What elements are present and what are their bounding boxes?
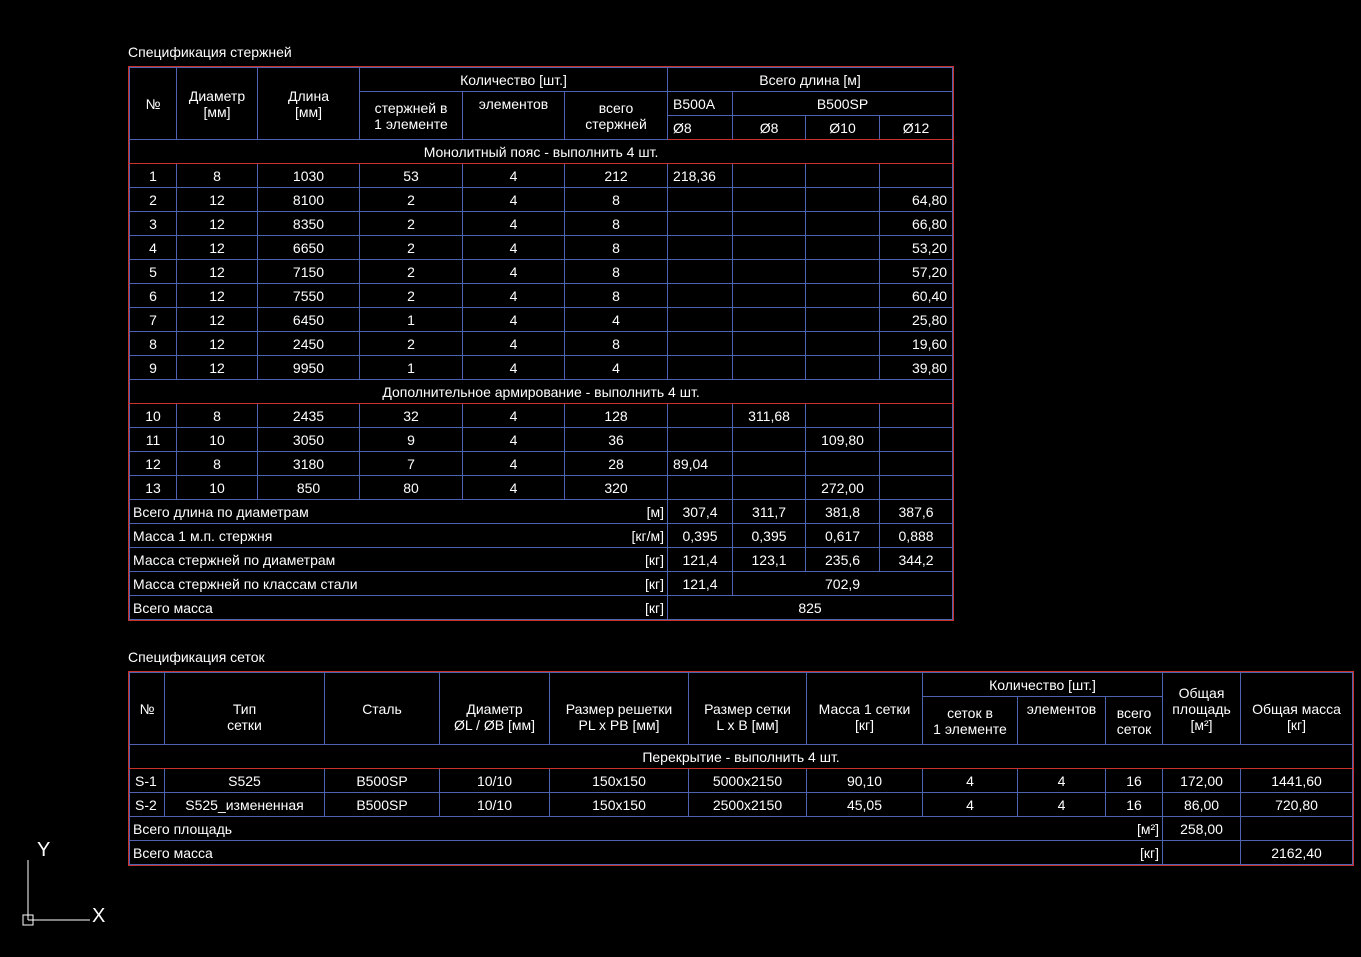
table-cell: 10 xyxy=(130,404,177,428)
table-cell: 25,80 xyxy=(880,308,953,332)
table-cell xyxy=(806,404,880,428)
table-cell: 4 xyxy=(463,332,565,356)
table-cell: 4 xyxy=(463,428,565,452)
table-cell: 12 xyxy=(177,284,258,308)
table-cell: 1030 xyxy=(258,164,360,188)
summary-value: 0,395 xyxy=(733,524,806,548)
table-cell: 7 xyxy=(130,308,177,332)
table-cell: 2 xyxy=(360,284,463,308)
summary-label: Всего масса xyxy=(133,844,213,861)
table-cell xyxy=(806,356,880,380)
summary-label-cell xyxy=(130,572,668,596)
table-cell xyxy=(806,260,880,284)
rods-section1-body xyxy=(130,164,953,380)
table-cell: 89,04 xyxy=(668,452,733,476)
table-cell: 4 xyxy=(923,793,1018,817)
header-quantity: Количество [шт.] xyxy=(360,68,668,92)
summary-unit: [кг] xyxy=(1140,844,1160,861)
table-cell: 1441,60 xyxy=(1241,769,1353,793)
section-title: Перекрытие - выполнить 4 шт. xyxy=(130,745,1353,769)
table-cell: S-1 xyxy=(130,769,165,793)
table-cell: 7 xyxy=(360,452,463,476)
summary-value: 123,1 xyxy=(733,548,806,572)
header-d12: Ø12 xyxy=(880,116,953,140)
table-cell: 10/10 xyxy=(440,793,550,817)
table-row xyxy=(130,769,1353,793)
header-mass: Общая масса [кг] xyxy=(1241,673,1353,745)
table-cell: 4 xyxy=(1018,769,1106,793)
table-cell: 2450 xyxy=(258,332,360,356)
summary-value: 121,4 xyxy=(668,548,733,572)
header-d8a: Ø8 xyxy=(668,116,733,140)
table-cell: 13 xyxy=(130,476,177,500)
table-cell: 3180 xyxy=(258,452,360,476)
table-cell: 4 xyxy=(463,452,565,476)
table-cell: 150x150 xyxy=(550,769,689,793)
table-row xyxy=(130,404,953,428)
section-row xyxy=(130,380,953,404)
header-class-sp: B500SP xyxy=(733,92,953,116)
table-cell: 212 xyxy=(565,164,668,188)
summary-unit: [кг] xyxy=(645,575,665,592)
table-cell: 4 xyxy=(1018,793,1106,817)
table-row xyxy=(130,260,953,284)
table-cell: 4 xyxy=(463,404,565,428)
summary-row xyxy=(130,817,1353,841)
table-cell: 2 xyxy=(360,188,463,212)
ucs-y-label: Y xyxy=(37,839,51,861)
table-cell xyxy=(880,404,953,428)
mesh-spec-title: Спецификация сеток xyxy=(128,649,265,665)
table-cell: S525_измененная xyxy=(165,793,325,817)
table-cell: 6450 xyxy=(258,308,360,332)
table-cell xyxy=(880,428,953,452)
table-cell: 8 xyxy=(130,332,177,356)
table-cell: 66,80 xyxy=(880,212,953,236)
table-cell xyxy=(880,164,953,188)
table-cell: 1 xyxy=(360,356,463,380)
table-cell xyxy=(733,308,806,332)
table-cell: 4 xyxy=(565,308,668,332)
table-cell: 1 xyxy=(360,308,463,332)
header-total-length: Всего длина [м] xyxy=(668,68,953,92)
table-cell: 12 xyxy=(177,188,258,212)
table-cell: 4 xyxy=(463,284,565,308)
table-cell: 172,00 xyxy=(1163,769,1241,793)
table-cell xyxy=(668,308,733,332)
table-cell: 272,00 xyxy=(806,476,880,500)
rods-spec-title: Спецификация стержней xyxy=(128,44,292,60)
summary-value: 387,6 xyxy=(880,500,953,524)
table-cell: 3050 xyxy=(258,428,360,452)
table-cell: 4 xyxy=(463,212,565,236)
summary-value: 235,6 xyxy=(806,548,880,572)
summary-label-cell xyxy=(130,500,668,524)
summary-row xyxy=(130,500,953,524)
table-cell: 12 xyxy=(177,260,258,284)
table-row xyxy=(130,452,953,476)
table-cell xyxy=(733,476,806,500)
table-cell xyxy=(806,284,880,308)
table-cell: 60,40 xyxy=(880,284,953,308)
header-size: Размер сетки L x B [мм] xyxy=(689,673,807,745)
rods-section2-body xyxy=(130,404,953,500)
header-d10: Ø10 xyxy=(806,116,880,140)
table-cell: 10 xyxy=(177,476,258,500)
table-cell: 9950 xyxy=(258,356,360,380)
header-q-elements: элементов xyxy=(1018,697,1106,745)
table-row xyxy=(130,308,953,332)
table-cell xyxy=(880,452,953,476)
table-cell: 850 xyxy=(258,476,360,500)
table-cell: 7150 xyxy=(258,260,360,284)
header-quantity: Количество [шт.] xyxy=(923,673,1163,697)
summary-label: Всего длина по диаметрам xyxy=(133,503,309,520)
summary-total: 825 xyxy=(668,596,953,620)
table-cell xyxy=(733,428,806,452)
table-row xyxy=(130,164,953,188)
summary-value: 381,8 xyxy=(806,500,880,524)
table-cell: 4 xyxy=(923,769,1018,793)
summary-unit: [м] xyxy=(646,503,665,520)
table-cell: 150x150 xyxy=(550,793,689,817)
table-cell: 28 xyxy=(565,452,668,476)
table-cell: 2 xyxy=(360,332,463,356)
table-cell: 8 xyxy=(177,452,258,476)
table-cell: 311,68 xyxy=(733,404,806,428)
table-cell: 53,20 xyxy=(880,236,953,260)
table-cell: 5 xyxy=(130,260,177,284)
rods-spec-table xyxy=(129,67,953,620)
header-d8: Ø8 xyxy=(733,116,806,140)
header-q-elements: элементов xyxy=(463,92,565,140)
header-diameter: Диаметр [мм] xyxy=(177,68,258,140)
table-cell: 2 xyxy=(360,260,463,284)
table-cell xyxy=(806,188,880,212)
header-q-total: всего стержней xyxy=(565,92,668,140)
table-cell xyxy=(806,452,880,476)
table-row xyxy=(130,793,1353,817)
table-cell: 53 xyxy=(360,164,463,188)
table-cell: 8 xyxy=(565,188,668,212)
table-cell: 4 xyxy=(463,476,565,500)
table-cell: B500SP xyxy=(325,769,440,793)
table-cell: 39,80 xyxy=(880,356,953,380)
table-row xyxy=(130,236,953,260)
table-row xyxy=(130,476,953,500)
table-cell: 12 xyxy=(177,332,258,356)
summary-label: Масса стержней по диаметрам xyxy=(133,551,336,568)
table-cell: S525 xyxy=(165,769,325,793)
summary-label: Масса стержней по классам стали xyxy=(133,575,358,592)
summary-value: 307,4 xyxy=(668,500,733,524)
table-cell: 2500x2150 xyxy=(689,793,807,817)
table-cell xyxy=(733,452,806,476)
table-cell: 218,36 xyxy=(668,164,733,188)
table-row xyxy=(130,284,953,308)
table-cell xyxy=(668,188,733,212)
table-cell: 64,80 xyxy=(880,188,953,212)
table-cell: 8 xyxy=(565,236,668,260)
summary-unit: [кг] xyxy=(645,599,665,616)
table-cell: 2 xyxy=(360,212,463,236)
table-cell: 16 xyxy=(1106,769,1163,793)
table-cell: 36 xyxy=(565,428,668,452)
section-row xyxy=(130,745,1353,769)
table-row xyxy=(130,356,953,380)
header-row xyxy=(130,68,953,92)
summary-value: 344,2 xyxy=(880,548,953,572)
table-cell: 11 xyxy=(130,428,177,452)
table-cell xyxy=(733,284,806,308)
table-cell: 8 xyxy=(177,164,258,188)
mesh-body xyxy=(130,769,1353,817)
table-cell: 45,05 xyxy=(807,793,923,817)
header-no: № xyxy=(130,68,177,140)
summary-unit: [м²] xyxy=(1136,820,1160,837)
table-cell xyxy=(668,428,733,452)
summary-value xyxy=(1241,817,1353,841)
section-title: Дополнительное армирование - выполнить 4 шт. xyxy=(130,380,953,404)
summary-row xyxy=(130,548,953,572)
table-cell: 8 xyxy=(177,404,258,428)
summary-label-cell xyxy=(130,548,668,572)
table-cell: 2 xyxy=(130,188,177,212)
table-cell xyxy=(733,356,806,380)
summary-value: 121,4 xyxy=(668,572,733,596)
summary-label-cell xyxy=(130,817,1163,841)
table-cell xyxy=(668,404,733,428)
table-cell xyxy=(880,476,953,500)
table-cell xyxy=(733,164,806,188)
table-cell xyxy=(668,332,733,356)
table-cell: 8 xyxy=(565,260,668,284)
table-cell xyxy=(668,260,733,284)
table-cell: 12 xyxy=(130,452,177,476)
summary-label-cell xyxy=(130,596,668,620)
summary-value: 702,9 xyxy=(733,572,953,596)
table-cell: 7550 xyxy=(258,284,360,308)
table-cell xyxy=(806,332,880,356)
section-row xyxy=(130,140,953,164)
summary-label-cell xyxy=(130,841,1163,865)
summary-row xyxy=(130,524,953,548)
table-cell: 4 xyxy=(130,236,177,260)
summary-row xyxy=(130,841,1353,865)
table-cell: 1 xyxy=(130,164,177,188)
ucs-x-label: X xyxy=(92,905,106,927)
summary-value: 311,7 xyxy=(733,500,806,524)
table-cell: 19,60 xyxy=(880,332,953,356)
table-cell: 12 xyxy=(177,308,258,332)
header-no: № xyxy=(130,673,165,745)
table-cell xyxy=(806,212,880,236)
header-length: Длина [мм] xyxy=(258,68,360,140)
table-cell: 4 xyxy=(463,188,565,212)
table-cell: 4 xyxy=(463,164,565,188)
table-cell: 80 xyxy=(360,476,463,500)
table-row xyxy=(130,188,953,212)
header-class-a: B500A xyxy=(668,92,733,116)
table-cell: 5000x2150 xyxy=(689,769,807,793)
header-area: Общая площадь [м²] xyxy=(1163,673,1241,745)
header-diameter: Диаметр ØL / ØB [мм] xyxy=(440,673,550,745)
table-cell: 2435 xyxy=(258,404,360,428)
table-cell: 8350 xyxy=(258,212,360,236)
table-cell xyxy=(806,236,880,260)
table-cell xyxy=(668,212,733,236)
table-cell: 3 xyxy=(130,212,177,236)
table-cell: 12 xyxy=(177,212,258,236)
table-cell xyxy=(668,476,733,500)
summary-value: 2162,40 xyxy=(1241,841,1353,865)
table-cell: 8100 xyxy=(258,188,360,212)
table-cell: B500SP xyxy=(325,793,440,817)
header-type: Тип сетки xyxy=(165,673,325,745)
header-q-total: всего сеток xyxy=(1106,697,1163,745)
table-cell: 8 xyxy=(565,212,668,236)
table-cell: 9 xyxy=(360,428,463,452)
table-cell: 57,20 xyxy=(880,260,953,284)
header-steel: Сталь xyxy=(325,673,440,745)
header-grid: Размер решетки PL x PB [мм] xyxy=(550,673,689,745)
summary-label: Всего площадь xyxy=(133,820,233,837)
table-cell: 720,80 xyxy=(1241,793,1353,817)
summary-row xyxy=(130,596,953,620)
table-cell xyxy=(733,212,806,236)
section-title: Монолитный пояс - выполнить 4 шт. xyxy=(130,140,953,164)
table-cell: 12 xyxy=(177,236,258,260)
table-cell xyxy=(733,260,806,284)
table-cell: 9 xyxy=(130,356,177,380)
header-q-per-element: стержней в 1 элементе xyxy=(360,92,463,140)
table-row xyxy=(130,332,953,356)
table-cell xyxy=(806,308,880,332)
table-cell: 16 xyxy=(1106,793,1163,817)
table-cell: 8 xyxy=(565,284,668,308)
summary-label: Всего масса xyxy=(133,599,213,616)
header-q-per-element: сеток в 1 элементе xyxy=(923,697,1018,745)
table-cell xyxy=(806,164,880,188)
ucs-axis-icon xyxy=(18,836,118,936)
summary-value: 258,00 xyxy=(1163,817,1241,841)
table-cell: 2 xyxy=(360,236,463,260)
summary-value: 0,888 xyxy=(880,524,953,548)
summary-unit: [кг] xyxy=(645,551,665,568)
table-cell: 6 xyxy=(130,284,177,308)
table-cell: 4 xyxy=(565,356,668,380)
table-cell xyxy=(733,236,806,260)
table-row xyxy=(130,428,953,452)
header-mass1: Масса 1 сетки [кг] xyxy=(807,673,923,745)
table-cell: S-2 xyxy=(130,793,165,817)
summary-value: 0,395 xyxy=(668,524,733,548)
summary-row xyxy=(130,572,953,596)
table-cell: 320 xyxy=(565,476,668,500)
summary-unit: [кг/м] xyxy=(631,527,665,544)
table-cell: 32 xyxy=(360,404,463,428)
table-cell: 4 xyxy=(463,236,565,260)
table-cell xyxy=(668,236,733,260)
table-cell: 10/10 xyxy=(440,769,550,793)
table-cell xyxy=(668,356,733,380)
summary-label-cell xyxy=(130,524,668,548)
mesh-spec-table xyxy=(129,672,1353,865)
table-row xyxy=(130,212,953,236)
summary-value xyxy=(1163,841,1241,865)
table-cell: 86,00 xyxy=(1163,793,1241,817)
table-cell: 4 xyxy=(463,356,565,380)
header-row xyxy=(130,673,1353,697)
table-cell xyxy=(668,284,733,308)
table-cell xyxy=(733,332,806,356)
table-cell: 12 xyxy=(177,356,258,380)
summary-label: Масса 1 м.п. стержня xyxy=(133,527,273,544)
table-cell xyxy=(733,188,806,212)
table-cell: 8 xyxy=(565,332,668,356)
summary-value: 0,617 xyxy=(806,524,880,548)
table-cell: 4 xyxy=(463,260,565,284)
table-cell: 109,80 xyxy=(806,428,880,452)
table-cell: 90,10 xyxy=(807,769,923,793)
table-cell: 10 xyxy=(177,428,258,452)
table-cell: 4 xyxy=(463,308,565,332)
table-cell: 6650 xyxy=(258,236,360,260)
table-cell: 128 xyxy=(565,404,668,428)
